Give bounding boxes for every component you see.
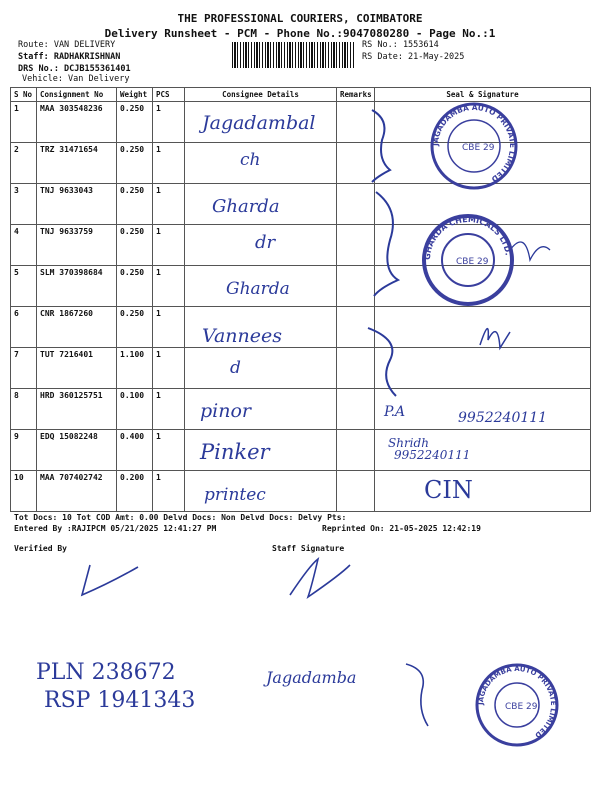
table-row (11, 471, 591, 512)
cell-sno: 1 (11, 102, 37, 143)
cell-pcs: 1 (153, 430, 185, 471)
hw-consignee-8: pinor (200, 400, 251, 422)
cell-remarks (337, 430, 375, 471)
hw-consignee-4: dr (255, 232, 276, 253)
col-consignee: Consignee Details (185, 88, 337, 102)
col-seal: Seal & Signature (375, 88, 591, 102)
cell-pcs: 1 (153, 225, 185, 266)
cell-consignment: TUT 7216401 (37, 348, 117, 389)
company-title: THE PROFESSIONAL COURIERS, COIMBATORE (177, 12, 423, 25)
table-row (11, 430, 591, 471)
cell-weight: 0.200 (117, 471, 153, 512)
cell-consignee (185, 348, 337, 389)
svg-text:JAGADAMBA AUTO PRIVATE LIMITED: JAGADAMBA AUTO PRIVATE LIMITED (476, 664, 558, 740)
cell-weight: 0.250 (117, 143, 153, 184)
cell-pcs: 1 (153, 348, 185, 389)
cell-weight: 0.250 (117, 266, 153, 307)
cell-pcs: 1 (153, 266, 185, 307)
cell-weight: 0.250 (117, 184, 153, 225)
svg-text:CBE 29: CBE 29 (456, 257, 489, 267)
col-remarks: Remarks (337, 88, 375, 102)
vehicle-label: Vehicle: Van Delivery (22, 74, 130, 84)
cell-pcs: 1 (153, 102, 185, 143)
hw-consignee-7: d (230, 358, 241, 378)
cell-pcs: 1 (153, 307, 185, 348)
reprinted-on: Reprinted On: 21-05-2025 12:42:19 (322, 524, 481, 533)
cell-weight: 0.250 (117, 225, 153, 266)
cell-pcs: 1 (153, 389, 185, 430)
rs-date: RS Date: 21-May-2025 (362, 52, 465, 62)
hw-remark-10: CIN (424, 476, 473, 504)
col-pcs: PCS (153, 88, 185, 102)
cell-pcs: 1 (153, 143, 185, 184)
runsheet-subtitle: Delivery Runsheet - PCM - Phone No.:9047080280 - Page No.:1 (104, 27, 496, 40)
cell-sno: 5 (11, 266, 37, 307)
cell-consignment: TNJ 9633043 (37, 184, 117, 225)
cell-seal (375, 471, 591, 512)
cell-sno: 7 (11, 348, 37, 389)
col-consignment: Consignment No (37, 88, 117, 102)
hw-remark-9: Shridh (388, 436, 429, 450)
svg-text:GHARDA CHEMICALS LTD.: GHARDA CHEMICALS LTD. (422, 214, 513, 261)
stamp-jagadamba-1 (428, 100, 520, 192)
cell-consignment: TNJ 9633759 (37, 225, 117, 266)
svg-text:JAGADAMBA AUTO PRIVATE LIMITED: JAGADAMBA AUTO PRIVATE LIMITED (430, 102, 518, 184)
cell-weight: 0.250 (117, 102, 153, 143)
cell-consignee (185, 143, 337, 184)
cell-pcs: 1 (153, 184, 185, 225)
cell-consignment: EDQ 15082248 (37, 430, 117, 471)
entered-by: Entered By :RAJIPCM 05/21/2025 12:41:27 PM (14, 524, 217, 533)
barcode (232, 42, 354, 68)
hw-consignee-9: Pinker (200, 440, 270, 464)
hw-consignee-3: Gharda (212, 196, 280, 217)
col-sno: S No (11, 88, 37, 102)
hw-remark-8: P.A (384, 404, 406, 420)
bottom-bracket (400, 660, 440, 730)
stamp-gharda (420, 212, 516, 308)
cell-consignment: MAA 303548236 (37, 102, 117, 143)
hw-bottom-rsp: RSP 1941343 (44, 688, 196, 713)
drs-number: DRS No.: DCJB155361401 (18, 64, 131, 74)
hw-consignee-10: printec (204, 485, 266, 505)
col-weight: Weight (117, 88, 153, 102)
cell-sno: 3 (11, 184, 37, 225)
hw-consignee-6: Vannees (202, 325, 283, 347)
hw-bottom-pln: PLN 238672 (36, 660, 176, 685)
cell-weight: 1.100 (117, 348, 153, 389)
cell-pcs: 1 (153, 471, 185, 512)
cell-consignment: CNR 1867260 (37, 307, 117, 348)
signature-strokes (50, 555, 390, 605)
hw-bottom-name: Jagadamba (266, 668, 357, 687)
cell-consignment: TRZ 31471654 (37, 143, 117, 184)
cell-sno: 9 (11, 430, 37, 471)
svg-text:CBE 29: CBE 29 (505, 702, 538, 712)
stamp-jagadamba-2 (474, 662, 560, 748)
cell-sno: 2 (11, 143, 37, 184)
cell-sno: 10 (11, 471, 37, 512)
route-label: Route: VAN DELIVERY (18, 40, 116, 50)
cell-weight: 0.100 (117, 389, 153, 430)
verified-by-label: Verified By (14, 544, 67, 553)
hw-consignee-5: Gharda (226, 279, 290, 299)
cell-sno: 6 (11, 307, 37, 348)
totals-line: Tot Docs: 10 Tot COD Amt: 0.00 Delvd Docs: Non Delvd Docs: Delvy Pts: (14, 513, 347, 522)
cell-weight: 0.400 (117, 430, 153, 471)
cell-sno: 4 (11, 225, 37, 266)
cell-consignment: MAA 707402742 (37, 471, 117, 512)
cell-consignment: HRD 360125751 (37, 389, 117, 430)
hw-phone-8: 9952240111 (458, 410, 548, 426)
hw-phone-9: 9952240111 (394, 448, 471, 462)
hw-consignee-1: Jagadambal (202, 112, 316, 134)
hw-consignee-1b: ch (240, 150, 261, 170)
staff-signature-label: Staff Signature (272, 544, 345, 553)
cell-remarks (337, 471, 375, 512)
staff-label: Staff: RADHAKRISHNAN (18, 52, 121, 62)
rs-number: RS No.: 1553614 (362, 40, 439, 50)
svg-text:CBE 29: CBE 29 (462, 143, 495, 153)
cell-consignment: SLM 370398684 (37, 266, 117, 307)
cell-weight: 0.250 (117, 307, 153, 348)
cell-sno: 8 (11, 389, 37, 430)
